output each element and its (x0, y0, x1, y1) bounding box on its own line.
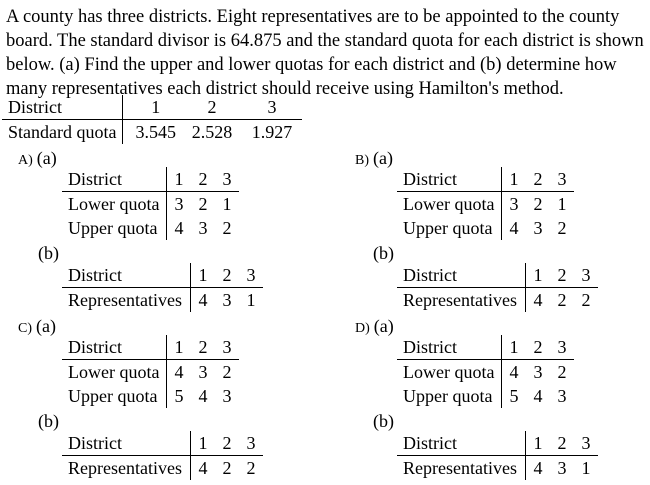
option-d-quota-table (397, 335, 574, 408)
header-3: 3 (242, 95, 302, 120)
table-cell: 2 (215, 431, 239, 456)
table-cell: 3 (198, 217, 208, 238)
table-row (62, 360, 239, 385)
table-cell: 4 (533, 289, 543, 310)
quota-1: 3.545 (135, 121, 176, 142)
part-label: (a) (373, 148, 393, 168)
option-b-label[interactable] (355, 148, 393, 169)
option-c-part-b: (b) (38, 411, 59, 431)
table-row (2, 120, 302, 145)
table-cell: 4 (198, 457, 208, 478)
table-cell: 2 (222, 361, 232, 382)
option-c-label[interactable] (18, 316, 56, 337)
part-label: (a) (373, 316, 394, 336)
table-cell: 2 (581, 289, 591, 310)
table-cell: Lower quota (397, 360, 502, 385)
part-label: (a) (36, 316, 56, 336)
option-d-reps-table (397, 431, 598, 480)
table-row (62, 335, 239, 360)
table-cell: 3 (239, 431, 263, 456)
quota-3: 1.927 (251, 121, 293, 142)
option-letter: C) (18, 321, 32, 336)
table-cell: Upper quota (62, 216, 167, 240)
table-cell: 1 (526, 431, 551, 456)
table-cell: 1 (526, 263, 551, 288)
table-cell: 2 (215, 263, 239, 288)
table-row (397, 360, 574, 385)
header-district: District (2, 95, 123, 120)
table-cell: 2 (191, 167, 215, 192)
table-cell: District (62, 335, 167, 360)
table-cell: Representatives (397, 456, 526, 481)
option-a-quota-table (62, 167, 239, 240)
table-cell: 3 (222, 289, 232, 310)
table-row (397, 288, 598, 313)
table-cell: 5 (174, 385, 184, 406)
table-cell: 4 (198, 289, 208, 310)
table-row (397, 431, 598, 456)
table-row (62, 384, 239, 408)
table-cell: 1 (167, 167, 192, 192)
table-cell: 3 (215, 335, 239, 360)
table-cell: 3 (557, 385, 567, 406)
option-b-reps-table (397, 263, 598, 312)
table-cell: 2 (246, 457, 256, 478)
table-cell: 2 (533, 193, 543, 214)
table-cell: 4 (509, 217, 519, 238)
table-cell: District (62, 263, 191, 288)
table-cell: 4 (509, 361, 519, 382)
header-1: 1 (123, 95, 182, 120)
table-row (397, 384, 574, 408)
table-cell: 3 (198, 361, 208, 382)
table-row (62, 456, 263, 481)
header-2: 2 (182, 95, 242, 120)
table-cell: 2 (550, 431, 574, 456)
table-cell: 2 (191, 335, 215, 360)
table-cell: 2 (550, 263, 574, 288)
table-cell: 3 (574, 431, 598, 456)
table-cell: District (62, 167, 167, 192)
table-cell: 1 (557, 193, 567, 214)
table-cell: Lower quota (62, 360, 167, 385)
option-a-reps-table (62, 263, 263, 312)
table-row (62, 167, 239, 192)
table-cell: 4 (533, 457, 543, 478)
option-a-label[interactable] (18, 148, 57, 169)
table-cell: 3 (550, 167, 574, 192)
table-cell: District (62, 431, 191, 456)
table-cell: 4 (174, 361, 184, 382)
table-cell: 1 (167, 335, 192, 360)
table-cell: 2 (526, 167, 550, 192)
table-cell: 1 (191, 263, 216, 288)
table-cell: District (397, 335, 502, 360)
table-row (397, 335, 574, 360)
table-cell: 1 (222, 193, 232, 214)
table-cell: 1 (502, 335, 527, 360)
table-cell: 3 (557, 457, 567, 478)
option-b-part-b: (b) (373, 243, 394, 263)
table-cell: 4 (174, 217, 184, 238)
table-cell: 2 (557, 361, 567, 382)
table-cell: Upper quota (62, 384, 167, 408)
option-a-part-b: (b) (38, 243, 59, 263)
table-cell: Lower quota (62, 192, 167, 217)
option-letter: A) (18, 153, 33, 168)
table-cell: 4 (533, 385, 543, 406)
table-cell: 3 (550, 335, 574, 360)
row-label-standard-quota: Standard quota (2, 120, 123, 145)
table-cell: Representatives (62, 456, 191, 481)
table-row (397, 456, 598, 481)
part-label: (a) (36, 148, 57, 168)
table-cell: 2 (222, 457, 232, 478)
table-row (62, 431, 263, 456)
table-cell: 3 (215, 167, 239, 192)
question-text: A county has three districts. Eight representatives are to be appointed to the county board. The standard divisor is 64.875 and the standard quota for each district is shown below. (a) Find the upper and lower quotas for each district and (b) determine how many representatives each district should receive using Hamilton's method. (6, 7, 644, 99)
option-c-reps-table (62, 431, 263, 480)
option-d-part-b: (b) (373, 411, 394, 431)
table-row (397, 216, 574, 240)
option-d-label[interactable] (355, 316, 394, 337)
table-row (62, 288, 263, 313)
table-row (62, 216, 239, 240)
table-cell: 3 (239, 263, 263, 288)
quota-2: 2.528 (191, 121, 233, 142)
table-cell: 3 (222, 385, 232, 406)
table-cell: 1 (246, 289, 256, 310)
table-cell: Representatives (397, 288, 526, 313)
table-cell: Upper quota (397, 384, 502, 408)
option-b-quota-table (397, 167, 574, 240)
table-cell: 3 (533, 361, 543, 382)
table-cell: 5 (509, 385, 519, 406)
table-cell: District (397, 167, 502, 192)
table-cell: 1 (502, 167, 527, 192)
option-letter: B) (355, 153, 369, 168)
table-cell: 1 (581, 457, 591, 478)
standard-quota-table (2, 95, 302, 144)
table-cell: 3 (533, 217, 543, 238)
table-cell: 2 (198, 193, 208, 214)
table-cell: 2 (222, 217, 232, 238)
table-row (397, 192, 574, 217)
table-row (62, 192, 239, 217)
option-c-quota-table (62, 335, 239, 408)
table-cell: Upper quota (397, 216, 502, 240)
table-cell: 2 (526, 335, 550, 360)
table-cell: Lower quota (397, 192, 502, 217)
table-row (397, 263, 598, 288)
table-cell: 3 (509, 193, 519, 214)
table-cell: 3 (574, 263, 598, 288)
table-cell: District (397, 263, 526, 288)
table-row (62, 263, 263, 288)
table-cell: 2 (557, 289, 567, 310)
table-cell: District (397, 431, 526, 456)
table-cell: 3 (174, 193, 184, 214)
table-cell: 1 (191, 431, 216, 456)
table-row (2, 95, 302, 120)
table-row (397, 167, 574, 192)
table-cell: 4 (198, 385, 208, 406)
table-cell: 2 (557, 217, 567, 238)
table-cell: Representatives (62, 288, 191, 313)
option-letter: D) (355, 321, 370, 336)
